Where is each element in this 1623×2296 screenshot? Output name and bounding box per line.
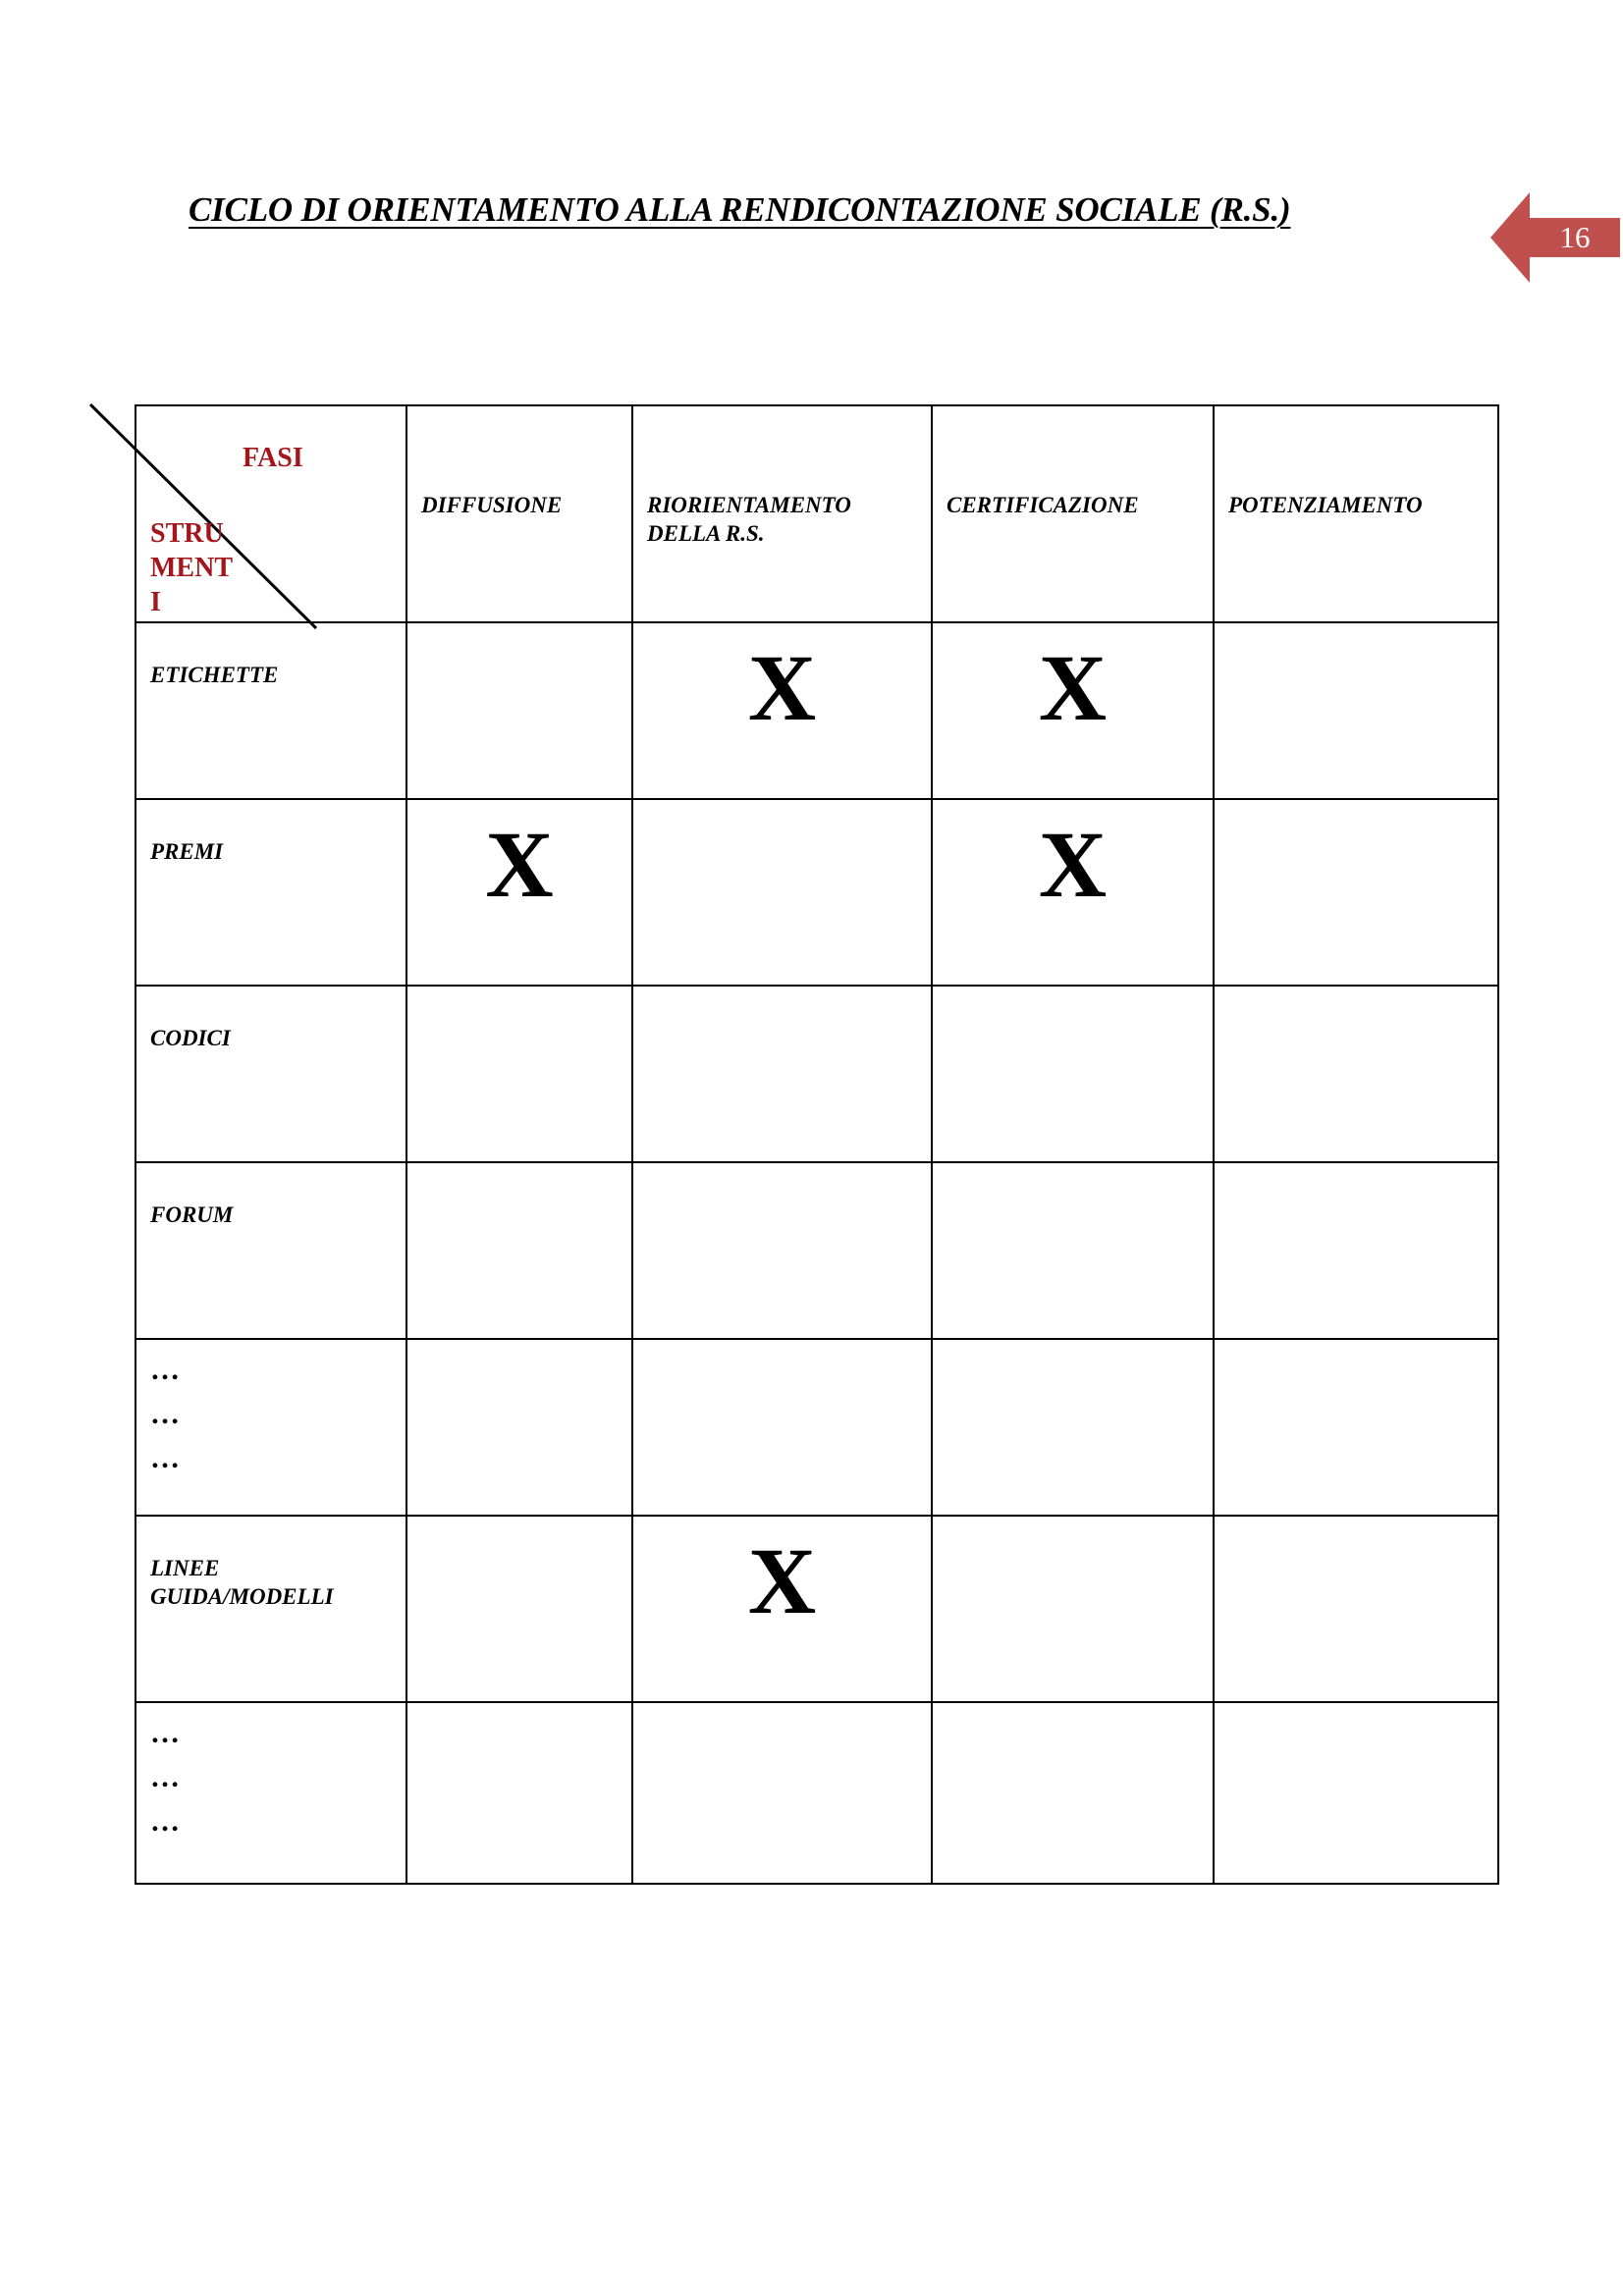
table-cell — [632, 1162, 932, 1339]
check-mark — [633, 1163, 931, 1181]
check-mark — [407, 1517, 631, 1534]
check-mark — [933, 1163, 1213, 1181]
check-mark — [1215, 1517, 1497, 1534]
table-cell — [406, 1516, 632, 1702]
table-row — [135, 799, 1498, 986]
row-label-cell — [135, 1516, 406, 1702]
table-cell — [632, 799, 932, 986]
table-cell — [632, 986, 932, 1162]
table-cell — [932, 799, 1214, 986]
row-label: ETICHETTE — [150, 663, 279, 687]
table-cell — [932, 1702, 1214, 1884]
check-mark: X — [1038, 812, 1108, 917]
check-mark: X — [747, 635, 817, 740]
column-header: RIORIENTAMENTO DELLA R.S. — [647, 493, 851, 546]
table-cell — [406, 799, 632, 986]
table-cell — [1214, 1702, 1498, 1884]
row-label: PREMI — [150, 839, 224, 864]
table-cell — [1214, 622, 1498, 799]
row-label-cell — [135, 986, 406, 1162]
page-title: CICLO DI ORIENTAMENTO ALLA RENDICONTAZIONE SOCIALE (R.S.) — [189, 190, 1291, 229]
table-row — [135, 1702, 1498, 1884]
check-mark — [407, 1163, 631, 1181]
check-mark — [407, 1703, 631, 1721]
table-cell — [632, 1702, 932, 1884]
check-mark — [633, 1703, 931, 1721]
table-row — [135, 986, 1498, 1162]
col-head-riorientamento — [632, 405, 932, 622]
page-number: 16 — [1559, 220, 1591, 254]
col-head-diffusione — [406, 405, 632, 622]
column-header: POTENZIAMENTO — [1228, 493, 1423, 517]
check-mark — [933, 987, 1213, 1004]
table-cell — [932, 622, 1214, 799]
row-label-cell — [135, 1162, 406, 1339]
check-mark — [933, 1340, 1213, 1358]
corner-cell — [135, 405, 406, 622]
column-header: CERTIFICAZIONE — [947, 493, 1139, 517]
check-mark — [1215, 987, 1497, 1004]
corner-label-strumenti: STRUMENTI — [150, 518, 233, 617]
check-mark — [407, 987, 631, 1004]
table-cell — [1214, 1339, 1498, 1516]
row-label-ellipsis: … … … — [150, 1354, 180, 1474]
check-mark — [1215, 1703, 1497, 1721]
check-mark — [933, 1517, 1213, 1534]
table-cell — [1214, 799, 1498, 986]
table-cell — [406, 1339, 632, 1516]
check-mark — [1215, 800, 1497, 818]
corner-label-fasi: FASI — [243, 443, 303, 473]
page-number-badge — [1490, 192, 1620, 283]
table-cell — [632, 622, 932, 799]
row-label-cell — [135, 622, 406, 799]
table-row — [135, 622, 1498, 799]
check-mark: X — [1038, 635, 1108, 740]
check-mark — [1215, 1163, 1497, 1181]
table-row — [135, 1339, 1498, 1516]
check-mark: X — [485, 812, 554, 917]
phases-tools-table — [135, 404, 1499, 1885]
table-cell — [932, 1162, 1214, 1339]
check-mark — [407, 1340, 631, 1358]
table-cell — [406, 986, 632, 1162]
col-head-certificazione — [932, 405, 1214, 622]
table-cell — [1214, 1516, 1498, 1702]
check-mark — [633, 987, 931, 1004]
check-mark — [407, 623, 631, 641]
table-cell — [932, 1516, 1214, 1702]
table-cell — [406, 1702, 632, 1884]
table-cell — [1214, 1162, 1498, 1339]
check-mark — [1215, 1340, 1497, 1358]
table-row — [135, 1516, 1498, 1702]
row-label-cell — [135, 1702, 406, 1884]
table-cell — [1214, 986, 1498, 1162]
row-label-cell — [135, 799, 406, 986]
table-cell — [932, 1339, 1214, 1516]
row-label-cell — [135, 1339, 406, 1516]
table-cell — [632, 1339, 932, 1516]
column-header: DIFFUSIONE — [421, 493, 563, 517]
table-cell — [632, 1516, 932, 1702]
row-label: LINEE GUIDA/MODELLI — [150, 1556, 334, 1609]
table-cell — [406, 1162, 632, 1339]
table-cell — [932, 986, 1214, 1162]
check-mark: X — [747, 1528, 817, 1633]
header-row — [135, 405, 1498, 622]
check-mark — [633, 1340, 931, 1358]
col-head-potenziamento — [1214, 405, 1498, 622]
check-mark — [1215, 623, 1497, 641]
row-label: FORUM — [150, 1202, 234, 1227]
row-label-ellipsis: … … … — [150, 1717, 180, 1838]
check-mark — [933, 1703, 1213, 1721]
table-row — [135, 1162, 1498, 1339]
check-mark — [633, 800, 931, 818]
row-label: CODICI — [150, 1026, 231, 1050]
table-cell — [406, 622, 632, 799]
